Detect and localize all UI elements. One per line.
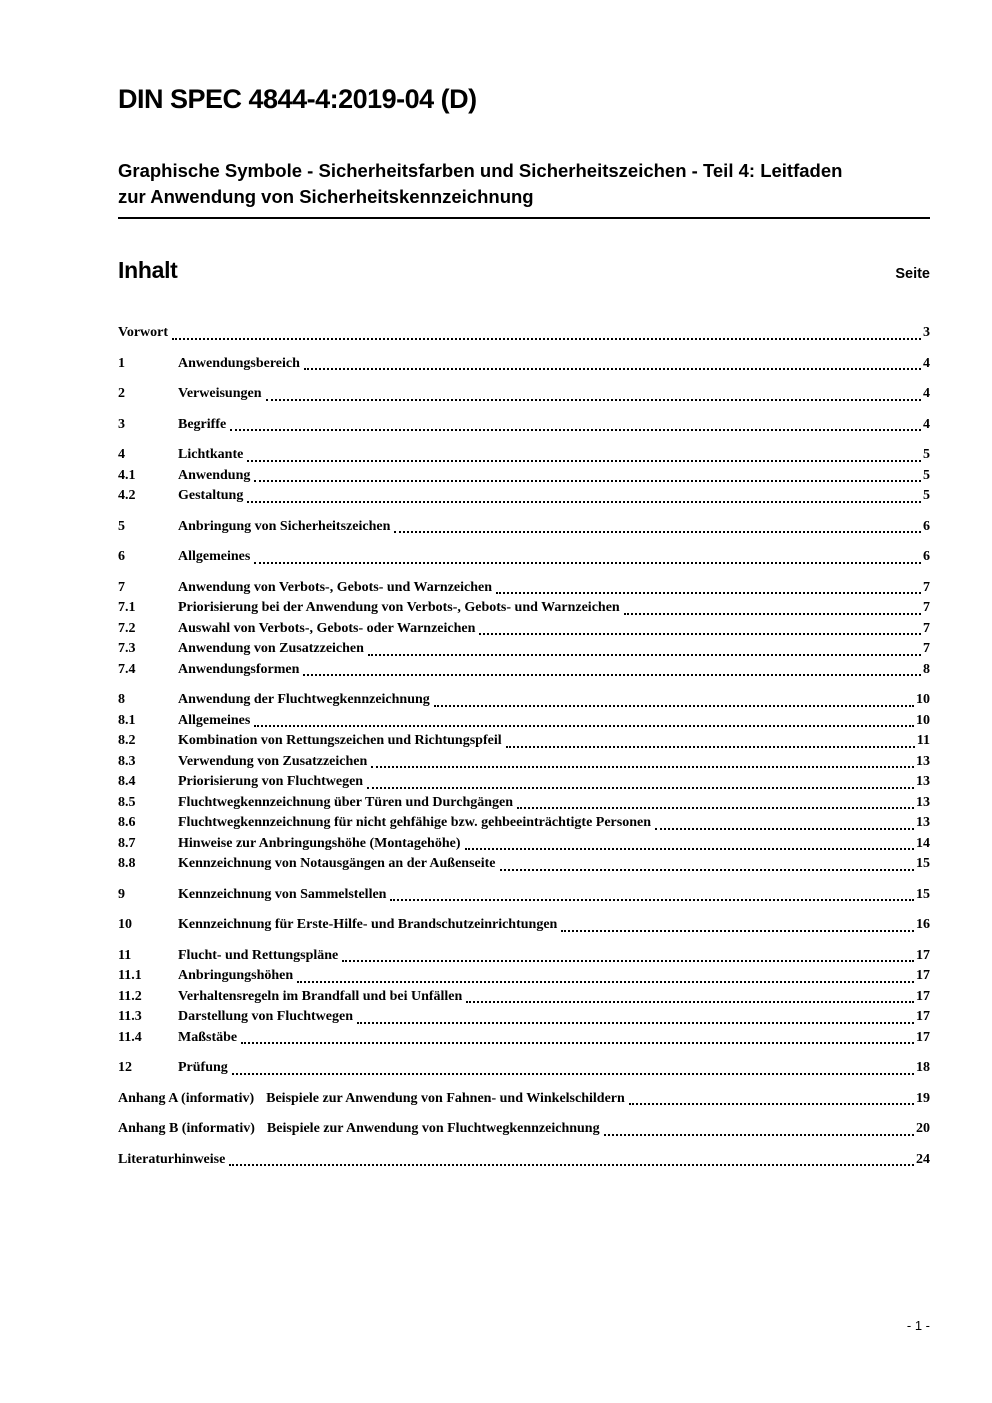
toc-leader-dots [230,429,921,431]
toc-entry-number: 6 [118,549,125,564]
toc-entry-title: Darstellung von Fluchtwegen [178,1009,353,1024]
toc-entry [118,466,930,487]
toc-entry-page: 7 [923,620,930,636]
toc-entry-number: 7.2 [118,620,136,636]
toc-entry-number: 9 [118,886,125,902]
toc-entry-page: 7 [923,579,930,595]
toc-leader-dots [371,766,914,768]
toc-entry [118,711,930,732]
toc-entry-number: 7 [118,579,125,595]
toc-leader-dots [241,1042,914,1044]
toc-leader-dots [367,787,914,789]
toc-entry-page: 4 [923,386,930,401]
toc-entry-number: 8.4 [118,774,136,789]
toc-leader-dots [247,460,921,462]
toc-entry-title: Literaturhinweise [118,1151,226,1167]
toc-entry-number: 1 [118,355,125,371]
toc-entry-title: Anbringung von Sicherheitszeichen [178,518,391,534]
toc-entry [118,690,930,711]
footer-page-number: - 1 - [906,1318,930,1333]
toc-entry [118,987,930,1008]
toc-entry-page: 17 [916,1009,930,1024]
toc-entry-title: Anwendungsformen [178,661,300,677]
toc-leader-dots [342,960,914,962]
toc-entry-page: 7 [923,600,930,615]
toc-entry [118,772,930,793]
toc-entry-page: 13 [916,815,930,830]
toc-entry-number: 8.1 [118,712,136,728]
document-number-heading: DIN SPEC 4844-4:2019-04 (D) [118,84,477,114]
toc-entry [118,946,930,967]
toc-entry [118,354,930,375]
toc-entry-number: 11.2 [118,988,142,1004]
toc-leader-dots [247,501,921,503]
toc-entry-title: Hinweise zur Anbringungshöhe (Montagehöhe) [178,835,461,851]
toc-entry-page: 8 [923,661,930,677]
toc-entry-page: 17 [916,1029,930,1045]
toc-entry [118,486,930,507]
toc-leader-dots [172,338,921,340]
toc-entry-title: Kennzeichnung für Erste-Hilfe- und Brandschutzeinrichtungen [178,917,558,932]
toc-entry-page: 16 [916,917,930,932]
toc-leader-dots [466,1001,914,1003]
toc-entry-title: Maßstäbe [178,1029,238,1045]
toc-entry [118,731,930,752]
toc-entry-title: Kennzeichnung von Sammelstellen [178,886,387,902]
toc-entry-page: 5 [923,447,930,462]
toc-leader-dots [655,828,914,830]
toc-entry-title: Verwendung von Zusatzzeichen [178,753,368,769]
document-title [118,158,930,219]
toc-entry-number: 8.7 [118,835,136,851]
toc-leader-dots [266,399,922,401]
toc-entry-page: 4 [923,355,930,371]
page-column-label: Seite [895,266,930,282]
toc-leader-dots [254,725,914,727]
toc-entry-title: Prüfung [178,1060,228,1075]
toc-entry-title: Anwendung von Zusatzzeichen [178,641,364,656]
toc-leader-dots [434,705,914,707]
toc-leader-dots [479,633,921,635]
toc-entry-title: Gestaltung [178,488,244,503]
toc-entry [118,547,930,568]
toc-entry-title: Begriffe [178,416,227,432]
toc-entry-page: 13 [916,794,930,810]
toc-entry-number: 4 [118,447,125,462]
toc-entry-title: Lichtkante [178,447,244,462]
toc-entry-title: Anwendungsbereich [178,355,300,371]
toc-entry [118,517,930,538]
toc-header [118,257,930,283]
toc-entry-number: Anhang A (informativ) [118,1090,255,1106]
toc-entry-number: 2 [118,386,125,401]
toc-entry [118,1089,930,1110]
toc-entry-title: Priorisierung von Fluchtwegen [178,774,364,789]
toc-entry-page: 17 [916,947,930,963]
toc-leader-dots [604,1134,914,1136]
toc-entry-page: 13 [916,753,930,769]
toc-entry [118,384,930,405]
toc-leader-dots [561,930,914,932]
toc-entry-page: 17 [916,988,930,1004]
toc-leader-dots [232,1073,914,1075]
toc-entry-number: 4.1 [118,467,136,483]
toc-entry-title: Anwendung [178,467,251,483]
toc-entry [118,660,930,681]
toc-entry-title: Verweisungen [178,386,262,401]
toc-entry-number: 7.1 [118,600,136,615]
toc-entry-page: 4 [923,416,930,432]
toc-entry-number: 12 [118,1060,132,1075]
toc-entry [118,578,930,599]
toc-entry-title: Anwendung der Fluchtwegkennzeichnung [178,692,430,707]
toc-entry-title: Auswahl von Verbots-, Gebots- oder Warnzeichen [178,620,476,636]
toc-entry [118,966,930,987]
toc-entry [118,1028,930,1049]
toc-entry-page: 5 [923,467,930,483]
toc-entry-title: Priorisierung bei der Anwendung von Verbots-, Gebots- und Warnzeichen [178,600,620,615]
toc-entry [118,834,930,855]
toc-entry-page: 6 [923,549,930,564]
page-content [118,0,930,1170]
toc-entry-number: 11.3 [118,1009,142,1024]
toc-leader-dots [357,1022,914,1024]
toc-entry [118,1119,930,1140]
toc-entry-title: Fluchtwegkennzeichnung über Türen und Durchgängen [178,794,514,810]
toc-entry-number: 8 [118,692,125,707]
toc-entry-number: 4.2 [118,488,136,503]
toc-entry-title: Flucht- und Rettungspläne [178,947,339,963]
toc-entry-page: 11 [916,733,930,748]
toc-leader-dots [297,981,914,983]
toc-entry [118,323,930,344]
toc-entry-title: Vorwort [118,325,169,340]
toc-entry-number: 11.1 [118,968,142,983]
toc-entry-page: 24 [916,1151,930,1167]
toc-entry-page: 18 [916,1060,930,1075]
toc-leader-dots [506,746,915,748]
toc-entry-page: 10 [916,712,930,728]
toc-entry-title: Allgemeines [178,549,251,564]
toc-entry-number: 7.4 [118,661,136,677]
toc-entry [118,752,930,773]
toc-entry-number: 11.4 [118,1029,142,1045]
toc-entry [118,1150,930,1171]
toc-entry-number: 8.6 [118,815,136,830]
document-title-line1: Graphische Symbole - Sicherheitsfarben und Sicherheitszeichen - Teil 4: Leitfaden [118,160,843,181]
toc-entry-page: 6 [923,518,930,534]
toc-leader-dots [465,848,915,850]
toc-entry [118,854,930,875]
toc-entry-number: 8.2 [118,733,136,748]
toc-leader-dots [254,480,921,482]
toc-entry [118,885,930,906]
toc-entry-page: 13 [916,774,930,789]
toc-entry-number: 7.3 [118,641,136,656]
toc-leader-dots [517,807,914,809]
toc-leader-dots [394,531,921,533]
toc-entry-title: Fluchtwegkennzeichnung für nicht gehfähige bzw. gehbeeinträchtigte Personen [178,815,652,830]
toc-entry-number: 8.5 [118,794,136,810]
toc-entry-number: 8.8 [118,856,136,871]
toc-entry-page: 5 [923,488,930,503]
toc-entry-title: Anbringungshöhen [178,968,294,983]
toc-entry-page: 3 [923,325,930,340]
document-title-line2: zur Anwendung von Sicherheitskennzeichnung [118,186,534,207]
toc-entry-page: 20 [916,1121,930,1136]
toc-entry-number: 3 [118,416,125,432]
toc-leader-dots [629,1103,914,1105]
toc-entry [118,1058,930,1079]
toc-entry-number: 8.3 [118,753,136,769]
toc-entry-number: 5 [118,518,125,534]
toc-leader-dots [624,613,921,615]
toc-entry-page: 19 [916,1090,930,1106]
toc-leader-dots [500,869,914,871]
toc-entry-title: Kennzeichnung von Notausgängen an der Außenseite [178,856,496,871]
toc-list [118,323,930,1170]
toc-entry-title: Verhaltensregeln im Brandfall und bei Unfällen [178,988,463,1004]
toc-entry-title: Beispiele zur Anwendung von Fluchtwegkennzeichnung [266,1121,600,1136]
toc-entry [118,1007,930,1028]
toc-entry [118,415,930,436]
toc-entry [118,813,930,834]
toc-entry [118,793,930,814]
toc-entry [118,619,930,640]
toc-entry-number: Anhang B (informativ) [118,1121,255,1136]
toc-leader-dots [496,592,921,594]
toc-heading: Inhalt [118,257,178,283]
toc-entry [118,915,930,936]
toc-leader-dots [229,1164,914,1166]
toc-entry [118,598,930,619]
toc-entry-page: 10 [916,692,930,707]
toc-entry-number: 11 [118,947,132,963]
toc-leader-dots [304,368,921,370]
toc-entry-number: 10 [118,917,132,932]
toc-entry-page: 15 [916,886,930,902]
toc-leader-dots [303,674,921,676]
toc-entry-page: 15 [916,856,930,871]
toc-entry-title: Beispiele zur Anwendung von Fahnen- und Winkelschildern [266,1090,625,1106]
toc-entry-title: Allgemeines [178,712,251,728]
toc-entry-page: 14 [916,835,930,851]
toc-entry [118,445,930,466]
toc-entry-page: 7 [923,641,930,656]
toc-leader-dots [254,562,921,564]
toc-entry [118,639,930,660]
toc-leader-dots [368,654,921,656]
toc-entry-title: Kombination von Rettungszeichen und Richtungspfeil [178,733,502,748]
toc-leader-dots [390,899,914,901]
toc-entry-title: Anwendung von Verbots-, Gebots- und Warnzeichen [178,579,493,595]
toc-entry-page: 17 [916,968,930,983]
